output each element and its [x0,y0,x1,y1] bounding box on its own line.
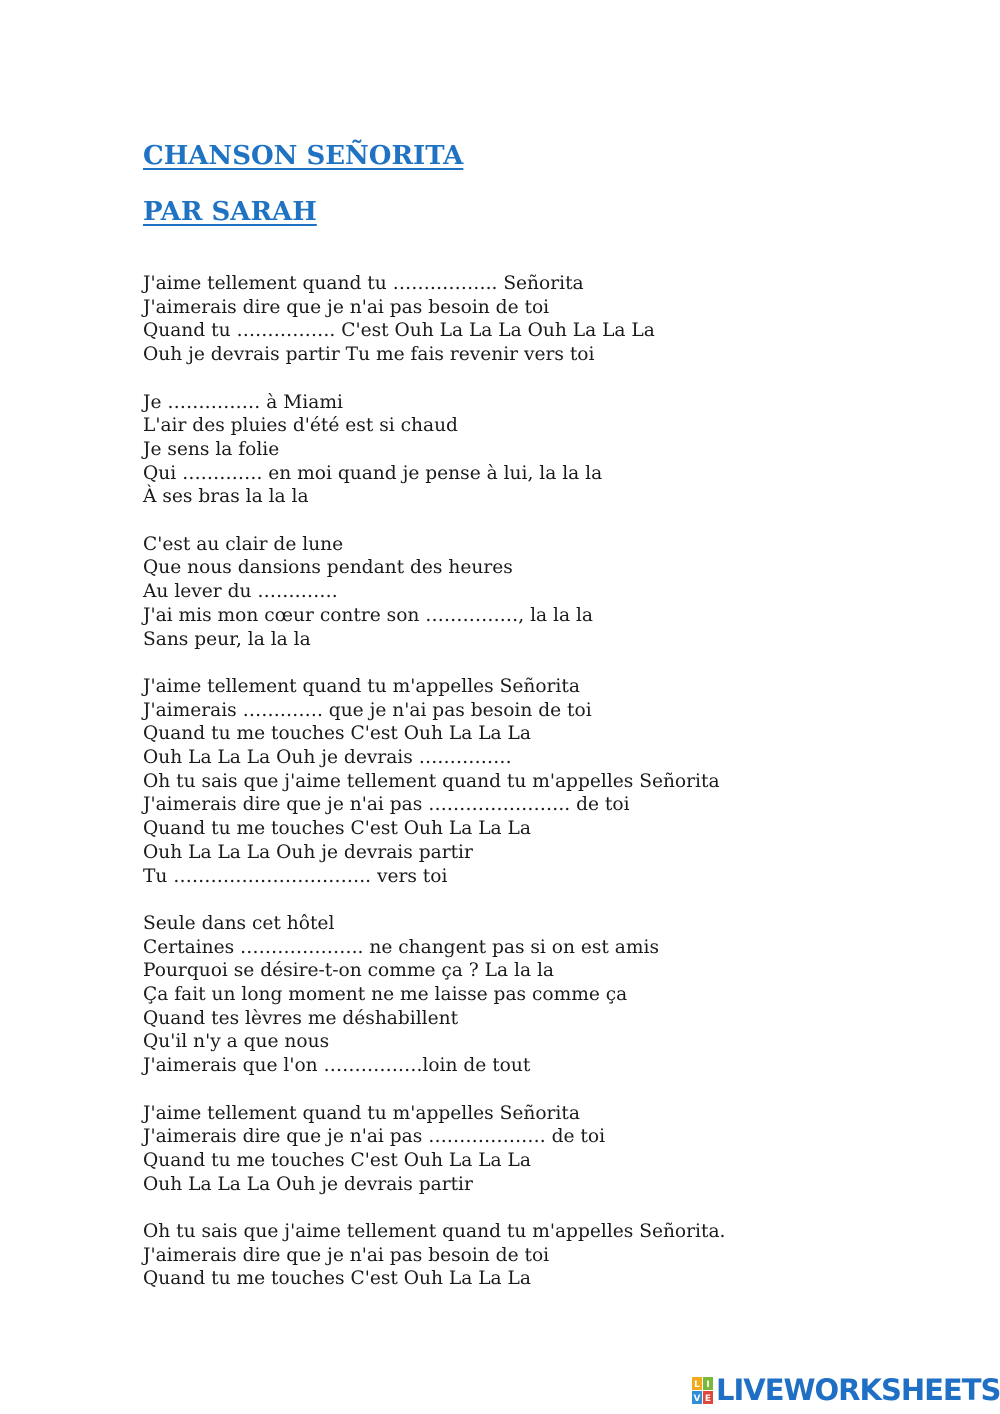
lyric-line: Oh tu sais que j'aime tellement quand tu m'appelles Señorita. [143,1221,726,1243]
lyric-line: À ses bras la la la [143,486,309,508]
lyric-line: Qui …………. en moi quand je pense à lui, la la la [143,462,603,484]
liveworksheets-brand[interactable] [692,1374,1000,1406]
lyric-line: Je …………… à Miami [143,391,343,413]
lyric-line: J'aime tellement quand tu m'appelles Señorita [143,1102,580,1124]
lyric-line: Que nous dansions pendant des heures [143,557,513,579]
song-title: CHANSON SEÑORITA [143,141,464,171]
lyric-line: J'aime tellement quand tu m'appelles Señorita [143,675,580,697]
lyric-line: J'aimerais dire que je n'ai pas besoin de toi [143,296,550,318]
lyric-line: Quand tu me touches C'est Ouh La La La [143,818,531,840]
liveworksheets-logo-icon [692,1377,713,1404]
lyric-line: Quand tes lèvres me déshabillent [143,1007,459,1029]
lyric-line: J'aimerais …………. que je n'ai pas besoin de toi [143,699,592,721]
stanza [143,1220,903,1291]
lyric-line: Ouh je devrais partir Tu me fais revenir vers toi [143,344,595,366]
lyric-line: Tu ………………………….. vers toi [143,865,448,887]
lyric-line: Pourquoi se désire-t-on comme ça ? La la la [143,960,554,982]
lyric-line: J'ai mis mon cœur contre son ……………, la la la [143,604,594,626]
lyric-line: Quand tu me touches C'est Ouh La La La [143,723,531,745]
lyric-line: J'aime tellement quand tu …………….. Señorita [143,273,584,294]
lyric-line: Je sens la folie [143,438,280,460]
lyric-line: Quand tu me touches C'est Ouh La La La [143,1268,531,1290]
lyric-line: L'air des pluies d'été est si chaud [143,415,458,437]
stanza [143,1102,903,1197]
stanza [143,912,903,1078]
logo-letter-l: L [694,1379,700,1390]
song-author: PAR SARAH [143,197,317,227]
stanza [143,391,903,510]
stanza [143,675,903,888]
lyric-line: Seule dans cet hôtel [143,912,335,934]
lyric-line: Ouh La La La Ouh je devrais partir [143,841,473,863]
lyrics-body [143,272,903,1315]
lyric-line: J'aimerais dire que je n'ai pas ………………….. de toi [143,794,630,816]
lyric-line: Qu'il n'y a que nous [143,1031,330,1053]
logo-letter-e: E [704,1393,712,1404]
stanza [143,272,903,367]
lyric-line: C'est au clair de lune [143,533,344,555]
lyric-line: J'aimerais que l'on …………….loin de tout [143,1055,531,1077]
stanza [143,533,903,652]
lyric-line: J'aimerais dire que je n'ai pas besoin de toi [143,1244,550,1266]
logo-letter-v: V [693,1393,701,1404]
lyric-line: Au lever du …………. [143,581,338,603]
lyric-line: Ça fait un long moment ne me laisse pas comme ça [143,984,628,1006]
lyric-line: J'aimerais dire que je n'ai pas ………………. de toi [143,1126,606,1148]
brand-name: LIVEWORKSHEETS [716,1373,1000,1407]
lyric-line: Sans peur, la la la [143,628,311,650]
lyric-line: Certaines ……………….. ne changent pas si on est amis [143,936,660,958]
lyric-line: Oh tu sais que j'aime tellement quand tu m'appelles Señorita [143,770,720,792]
lyric-line: Ouh La La La Ouh je devrais partir [143,1173,473,1195]
lyric-line: Quand tu ……………. C'est Ouh La La La Ouh La La La [143,320,655,342]
logo-letter-i: I [706,1379,710,1390]
lyric-line: Quand tu me touches C'est Ouh La La La [143,1149,531,1171]
lyric-line: Ouh La La La Ouh je devrais …………… [143,747,512,769]
